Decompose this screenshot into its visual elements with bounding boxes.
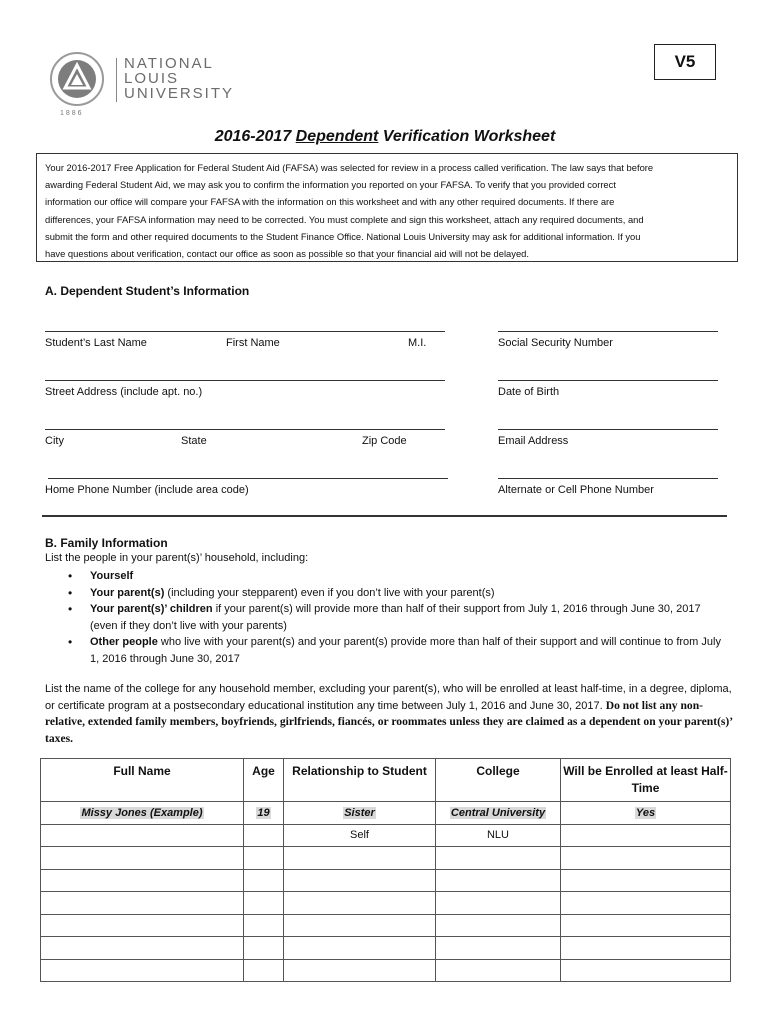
household-table — [40, 758, 731, 982]
city-label: City — [45, 435, 64, 447]
example-college: Central University — [450, 806, 546, 819]
logo-divider — [116, 58, 117, 102]
bullet-item — [66, 601, 726, 634]
example-half-time: Yes — [635, 806, 656, 819]
table-cell[interactable] — [561, 892, 731, 915]
logo-line-university: UNIVERSITY — [124, 85, 235, 102]
worksheet-title — [0, 128, 770, 146]
table-cell[interactable] — [244, 914, 284, 937]
table-cell[interactable] — [244, 959, 284, 982]
table-cell[interactable] — [41, 959, 244, 982]
bullet-bold: Other people — [90, 636, 158, 648]
cell-phone-label: Alternate or Cell Phone Number — [498, 484, 654, 496]
table-cell[interactable] — [41, 824, 244, 847]
table-cell[interactable] — [244, 937, 284, 960]
logo-year: 1886 — [60, 110, 84, 117]
intro-line: differences, your FAFSA information may need to be corrected. You must complete and sign this worksheet, attach any required documents, and — [45, 213, 644, 225]
table-row — [41, 869, 731, 892]
table-cell: NLU — [436, 824, 561, 847]
first-name-label: First Name — [226, 337, 280, 349]
table-cell[interactable] — [244, 892, 284, 915]
bullet-bold: Your parent(s) — [90, 586, 165, 599]
table-cell[interactable] — [41, 847, 244, 870]
email-field-line[interactable] — [498, 429, 718, 430]
table-cell[interactable] — [436, 937, 561, 960]
intro-line: Your 2016-2017 Free Application for Federal Student Aid (FAFSA) was selected for review in a process called verification. The law says that before — [45, 162, 654, 173]
table-cell — [284, 802, 436, 825]
section-divider — [42, 515, 727, 517]
dob-label: Date of Birth — [498, 386, 560, 398]
table-cell[interactable] — [244, 824, 284, 847]
example-row — [41, 802, 731, 825]
table-cell[interactable] — [284, 914, 436, 937]
bullet-text: who live with your parent(s) and your parent(s) provide more than half of their support and will continue to from July 1, 2016 through June 30, 2017 — [90, 636, 721, 665]
cell-phone-field-line[interactable] — [498, 478, 718, 479]
name-field-line[interactable] — [45, 331, 445, 332]
table-cell[interactable] — [436, 892, 561, 915]
intro-line: submit the form and other required documents to the Student Finance Office. National Louis University may ask for additional information. If you — [45, 230, 641, 242]
table-cell[interactable] — [561, 959, 731, 982]
table-cell[interactable] — [436, 959, 561, 982]
table-cell[interactable] — [561, 847, 731, 870]
title-suffix: Verification Worksheet — [378, 128, 556, 145]
table-cell[interactable] — [436, 847, 561, 870]
example-age: 19 — [257, 806, 270, 819]
table-cell: Self — [284, 824, 436, 847]
last-name-label: Student’s Last Name — [45, 337, 147, 349]
bullet-bold: Your parent(s)’ children — [90, 603, 213, 615]
logo-line-louis: LOUIS — [124, 70, 180, 87]
version-badge: V5 — [654, 44, 716, 80]
col-age: Age — [244, 759, 284, 802]
ssn-field-line[interactable] — [498, 331, 718, 332]
bullet-item — [66, 568, 726, 585]
intro-line: awarding Federal Student Aid, we may ask you to confirm the information you reported on your FAFSA. To verify that you provided correct — [45, 179, 616, 191]
home-phone-label: Home Phone Number (include area code) — [45, 484, 249, 496]
table-row — [41, 937, 731, 960]
table-cell[interactable] — [561, 824, 731, 847]
col-college: College — [436, 759, 561, 802]
table-cell[interactable] — [561, 869, 731, 892]
university-wordmark — [124, 56, 234, 101]
table-cell[interactable] — [561, 937, 731, 960]
college-instructions — [45, 682, 735, 747]
table-row — [41, 824, 731, 847]
table-cell[interactable] — [41, 914, 244, 937]
title-underlined: Dependent — [295, 128, 379, 145]
dob-field-line[interactable] — [498, 380, 718, 381]
table-cell — [561, 802, 731, 825]
table-cell — [436, 802, 561, 825]
example-name: Missy Jones (Example) — [81, 806, 203, 819]
address-field-line[interactable] — [45, 380, 445, 381]
section-b-heading: B. Family Information — [45, 536, 168, 550]
table-cell[interactable] — [41, 892, 244, 915]
table-cell[interactable] — [284, 869, 436, 892]
table-row — [41, 914, 731, 937]
bullet-bold: Yourself — [90, 570, 134, 582]
col-half-time: Will be Enrolled at least Half-Time — [561, 759, 731, 802]
email-label: Email Address — [498, 435, 569, 447]
table-cell[interactable] — [561, 914, 731, 937]
intro-box — [36, 153, 738, 262]
bullet-item — [66, 634, 726, 667]
table-cell[interactable] — [41, 869, 244, 892]
university-seal-logo — [50, 52, 104, 106]
instructions-text: List the name of the college for any household member, excluding your parent(s), who will be enrolled at least half-time, in a degree, diploma, or certificate program at a postsecondary educational institution any time between July 1, 2016 and June 30, 2017. — [45, 683, 732, 712]
address-label: Street Address (include apt. no.) — [45, 386, 203, 398]
city-state-zip-field-line[interactable] — [45, 429, 445, 430]
table-cell[interactable] — [284, 847, 436, 870]
instructions-warning: Do not list any non-relative, extended family members, boyfriends, girlfriends, fiancés, or roommates unless they are claimed as a dependent on your parent(s)’ taxes. — [45, 698, 733, 745]
household-bullet-list — [66, 568, 726, 667]
table-cell[interactable] — [436, 869, 561, 892]
bullet-text: if your parent(s) will provide more than half of their support from July 1, 2016 through June 30, 2017 (even if they don’t live with your parents) — [90, 603, 701, 632]
table-cell[interactable] — [244, 847, 284, 870]
logo-line-national: NATIONAL — [124, 55, 214, 72]
table-cell[interactable] — [284, 937, 436, 960]
ssn-label: Social Security Number — [498, 337, 613, 349]
table-row — [41, 847, 731, 870]
state-label: State — [181, 435, 207, 447]
mi-label: M.I. — [408, 337, 427, 349]
table-row — [41, 892, 731, 915]
title-prefix: 2016-2017 — [214, 128, 296, 145]
table-cell[interactable] — [436, 914, 561, 937]
col-relationship: Relationship to Student — [284, 759, 436, 802]
household-intro: List the people in your parent(s)’ household, including: — [45, 552, 309, 564]
zip-label: Zip Code — [362, 435, 407, 447]
col-full-name: Full Name — [41, 759, 244, 802]
table-header-row — [41, 759, 731, 802]
intro-line: information our office will compare your FAFSA with the information on this worksheet and with any other required documents. If there are — [45, 196, 615, 208]
section-a-heading: A. Dependent Student’s Information — [45, 284, 250, 298]
table-cell[interactable] — [244, 869, 284, 892]
table-row — [41, 959, 731, 982]
table-cell[interactable] — [284, 959, 436, 982]
table-cell — [244, 802, 284, 825]
table-cell — [41, 802, 244, 825]
bullet-text: (including your stepparent) even if you don’t live with your parent(s) — [164, 586, 495, 599]
intro-line: have questions about verification, contact our office as soon as possible so that your financial aid will not be delayed. — [45, 248, 529, 260]
home-phone-field-line[interactable] — [48, 478, 448, 479]
table-cell[interactable] — [41, 937, 244, 960]
table-cell[interactable] — [284, 892, 436, 915]
example-relationship: Sister — [344, 806, 375, 819]
bullet-item — [66, 585, 726, 602]
